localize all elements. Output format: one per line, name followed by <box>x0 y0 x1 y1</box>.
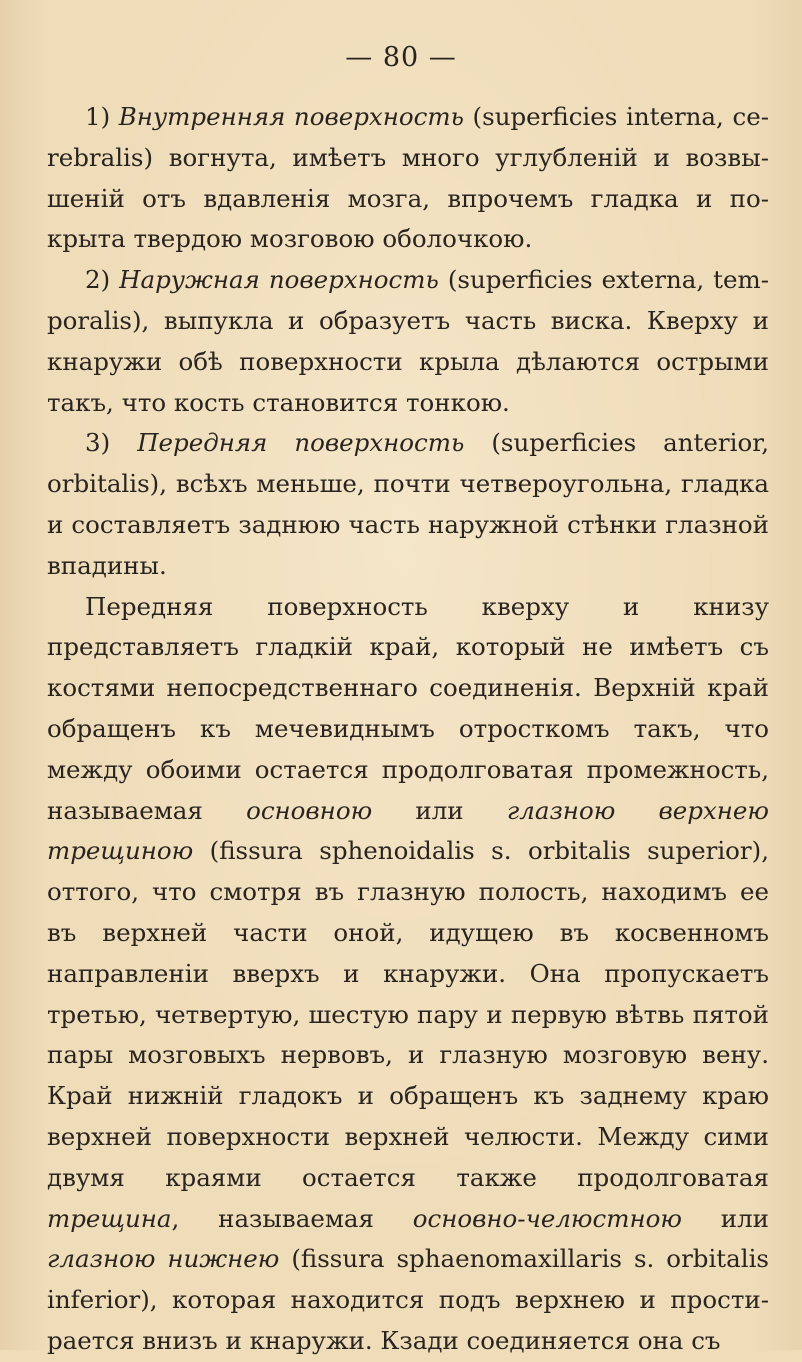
paragraph-4-text-d: , называемая <box>171 1203 413 1233</box>
paragraph-4-text-a: Передняя поверхность кверху и книзу представляетъ гладкій край, который не имѣетъ съ костями непосредственнаго соединенія. Верхній край обращенъ къ мечевиднымъ отросткомъ такъ, что между обоими остается продолговатая промежность, называемая <box>47 591 769 825</box>
term-lower-orbital: глазною нижнею <box>47 1244 280 1274</box>
paragraph-3-text: (superficies anterior, orbitalis), всѣхъ меньше, почти четвероугольна, гладка и составляетъ заднюю часть наружной стѣнки глазной впадины. <box>47 428 770 580</box>
paragraph-2-number: 2) <box>85 265 120 295</box>
paragraph-3-number: 3) <box>85 428 138 458</box>
paragraph-front-surface <box>47 423 769 586</box>
term-sphenomaxillary: основно-челюстною <box>412 1203 682 1233</box>
term-fissure: трещина <box>47 1203 172 1233</box>
paragraph-4-text-e: или <box>681 1203 769 1233</box>
paragraph-inner-surface <box>47 97 769 260</box>
paragraph-4-text-f: (fissura sphaenomaxillaris s. orbitalis inferior), которая находится подъ верхнею и простирается внизъ и кнаружи. Кзади соединяется она съ <box>47 1244 769 1355</box>
page-number: — 80 — <box>345 42 457 73</box>
paragraph-1-text: (superficies interna, cerebralis) вогнута, имѣетъ много углубленій и возвышеній отъ вдавленія мозга, впрочемъ гладка и покрыта твердою мозговою оболочкою. <box>47 102 769 254</box>
term-front-surface: Передняя поверхность <box>137 428 465 458</box>
paragraph-4-text-b: или <box>372 795 507 825</box>
paragraph-outer-surface <box>47 260 769 423</box>
paragraph-1-number: 1) <box>85 102 119 131</box>
body-text <box>47 97 769 1362</box>
paragraph-edges <box>47 587 769 1362</box>
term-upper-orbital-fissure: глазною верхнею трещиною <box>47 795 769 866</box>
term-inner-surface: Внутренняя поверхность <box>118 102 464 131</box>
paragraph-2-text: (superficies externa, temporalis), выпукла и образуетъ часть виска. Кверху и кнаружи обѣ поверхности крыла дѣлаются острыми такъ, что кость становится тонкою. <box>47 265 769 417</box>
term-outer-surface: Наружная поверхность <box>119 265 439 295</box>
term-main: основною <box>246 795 373 825</box>
paragraph-4-text-c: (fissura sphenoidalis s. orbitalis superior), оттого, что смотря въ глазную полость, находимъ ее въ верхней части оной, идущею въ косвенномъ направленіи вверхъ и кнаружи. Она пропускаетъ третью, четвертую, шестую пару и первую вѣтвь пятой пары мозговыхъ нервовъ, и глазную мозговую вену. Край нижній гладокъ и обращенъ къ заднему краю верхней поверхности верхней челюсти. Между сими двумя краями остается также продолговатая <box>47 836 769 1192</box>
